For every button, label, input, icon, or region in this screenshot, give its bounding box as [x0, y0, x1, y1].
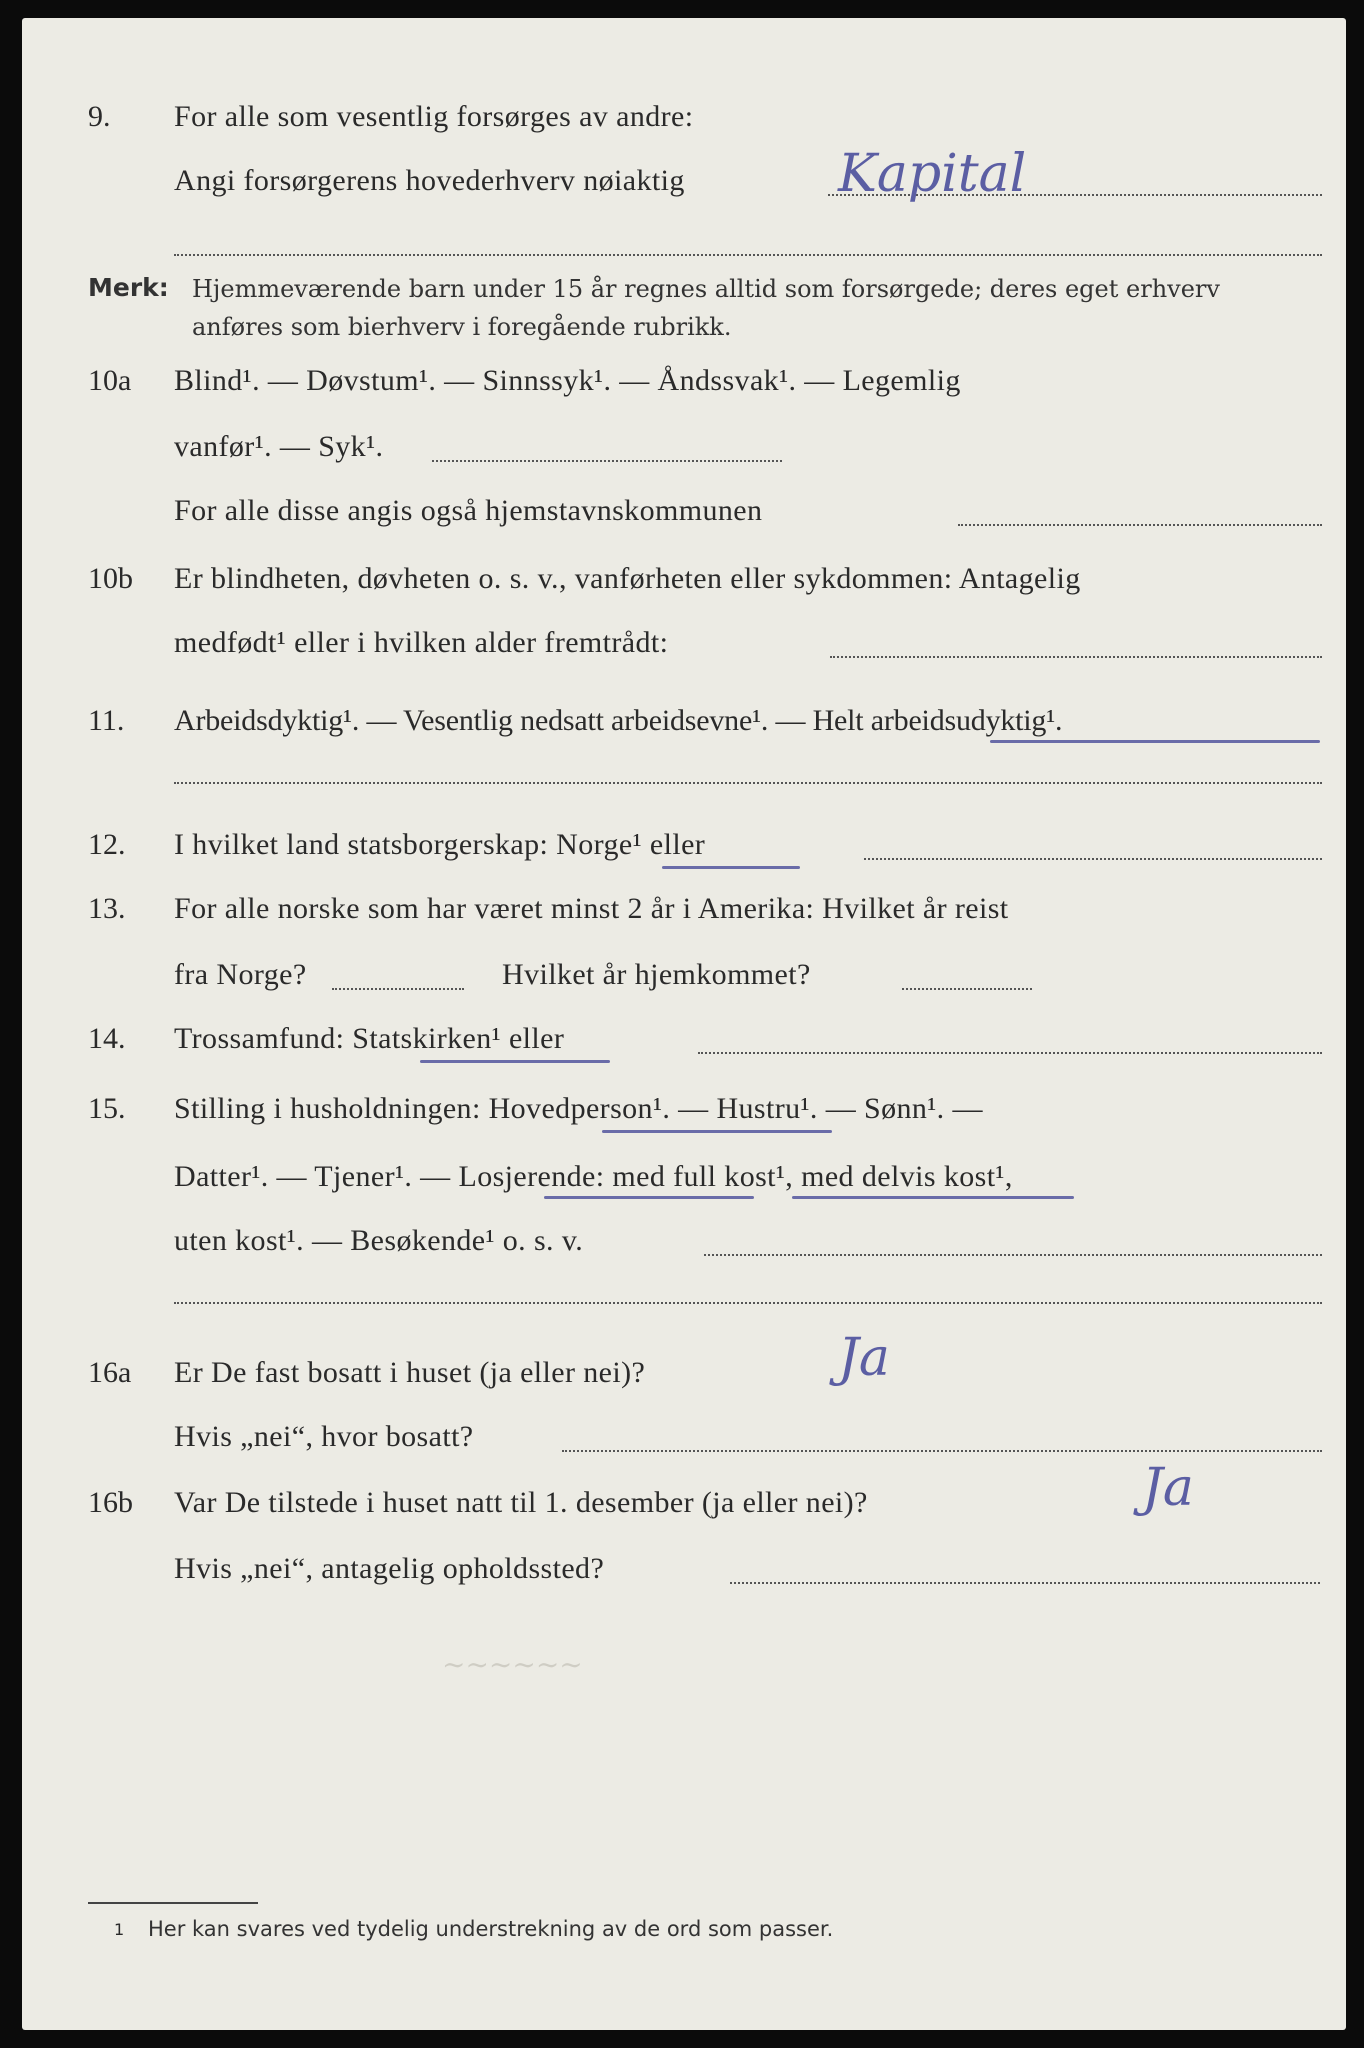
note-block	[22, 268, 1346, 352]
answer-line	[562, 1450, 1322, 1452]
question-10b-line-2	[22, 616, 1346, 670]
question-text: For alle norske som har været minst 2 år i Amerika: Hvilket år reist	[174, 892, 1009, 925]
answer-line	[332, 988, 464, 990]
question-15-line-2	[22, 1150, 1346, 1204]
footnote-mark: 1	[114, 1920, 125, 1939]
answer-line	[704, 1254, 1322, 1256]
question-number: 14.	[88, 1022, 126, 1055]
census-form-sheet	[22, 18, 1346, 2030]
question-text: vanfør¹. — Syk¹.	[174, 430, 384, 463]
question-10a	[22, 354, 1346, 408]
question-number: 11.	[88, 704, 125, 737]
question-16b-line-2	[22, 1542, 1346, 1596]
question-15	[22, 1082, 1346, 1136]
question-text: Er blindheten, døvheten o. s. v., vanførheten eller sykdommen: Antagelig	[174, 562, 1081, 595]
answer-line	[958, 524, 1322, 526]
question-14	[22, 1012, 1346, 1066]
question-13	[22, 882, 1346, 936]
handwritten-underline	[420, 1060, 610, 1063]
question-text: Er De fast bosatt i huset (ja eller nei)?	[174, 1356, 646, 1389]
answer-line	[174, 1302, 1322, 1304]
question-number: 12.	[88, 828, 126, 861]
question-number: 10b	[88, 562, 133, 595]
question-number: 15.	[88, 1092, 126, 1125]
question-text: Hvilket år hjemkommet?	[502, 958, 811, 991]
note-label: Merk:	[88, 273, 169, 302]
answer-line	[432, 460, 782, 462]
question-number: 13.	[88, 892, 126, 925]
question-text: I hvilket land statsborgerskap: Norge¹ eller	[174, 828, 706, 861]
question-10b	[22, 552, 1346, 606]
question-text: Blind¹. — Døvstum¹. — Sinnssyk¹. — Åndssvak¹. — Legemlig	[174, 364, 961, 397]
handwritten-underline	[662, 866, 800, 869]
answer-line	[864, 858, 1322, 860]
answer-line	[830, 656, 1322, 658]
handwritten-underline	[544, 1196, 754, 1199]
question-text: Stilling i husholdningen: Hovedperson¹. — Hustru¹. — Sønn¹. —	[174, 1092, 983, 1125]
note-text: anføres som bierhverv i foregående rubrikk.	[192, 313, 732, 341]
question-number: 16b	[88, 1486, 133, 1519]
question-10a-line-2	[22, 420, 1346, 474]
question-text: Var De tilstede i huset natt til 1. desember (ja eller nei)?	[174, 1486, 868, 1519]
question-13-line-2	[22, 948, 1346, 1002]
question-text: Hvis „nei“, hvor bosatt?	[174, 1420, 474, 1453]
handwritten-answer: Ja	[1142, 1458, 1194, 1518]
question-15-line-3	[22, 1214, 1346, 1268]
bleed-through-mark: ∼∼∼∼∼∼	[442, 1648, 583, 1681]
question-16b	[22, 1458, 1346, 1530]
question-10a-line-3	[22, 484, 1346, 538]
footnote-rule	[88, 1902, 258, 1904]
question-text: Datter¹. — Tjener¹. — Losjerende: med full kost¹, med delvis kost¹,	[174, 1160, 1013, 1193]
handwritten-answer: Kapital	[838, 144, 1027, 204]
handwritten-underline	[792, 1196, 1074, 1199]
question-number: 10a	[88, 364, 132, 397]
handwritten-underline	[602, 1130, 832, 1133]
answer-line	[730, 1582, 1320, 1584]
note-text: Hjemmeværende barn under 15 år regnes alltid som forsørgede; deres eget erhverv	[192, 275, 1220, 303]
question-text: medfødt¹ eller i hvilken alder fremtrådt:	[174, 626, 669, 659]
handwritten-underline	[990, 740, 1320, 743]
footnote-text: Her kan svares ved tydelig understrekning av de ord som passer.	[148, 1917, 834, 1941]
handwritten-answer: Ja	[838, 1328, 890, 1388]
question-text: Hvis „nei“, antagelig opholdssted?	[174, 1552, 605, 1585]
question-text: For alle som vesentlig forsørges av andre:	[174, 100, 694, 133]
question-text: Trossamfund: Statskirken¹ eller	[174, 1022, 565, 1055]
question-text: Angi forsørgerens hovederhverv nøiaktig	[174, 164, 685, 197]
question-text: fra Norge?	[174, 958, 307, 991]
answer-line	[174, 782, 1322, 784]
question-text: Arbeidsdyktig¹. — Vesentlig nedsatt arbeidsevne¹. — Helt arbeidsudyktig¹.	[174, 704, 1063, 737]
question-number: 9.	[88, 100, 111, 133]
question-12	[22, 818, 1346, 872]
question-9-line-2	[22, 144, 1346, 208]
answer-line	[174, 254, 1322, 256]
question-9	[22, 90, 1346, 144]
question-16a	[22, 1328, 1346, 1400]
answer-line	[698, 1052, 1322, 1054]
question-16a-line-2	[22, 1410, 1346, 1464]
question-text: uten kost¹. — Besøkende¹ o. s. v.	[174, 1224, 584, 1257]
question-11	[22, 694, 1346, 748]
answer-line	[902, 988, 1032, 990]
question-number: 16a	[88, 1356, 132, 1389]
question-text: For alle disse angis også hjemstavnskommunen	[174, 494, 763, 527]
